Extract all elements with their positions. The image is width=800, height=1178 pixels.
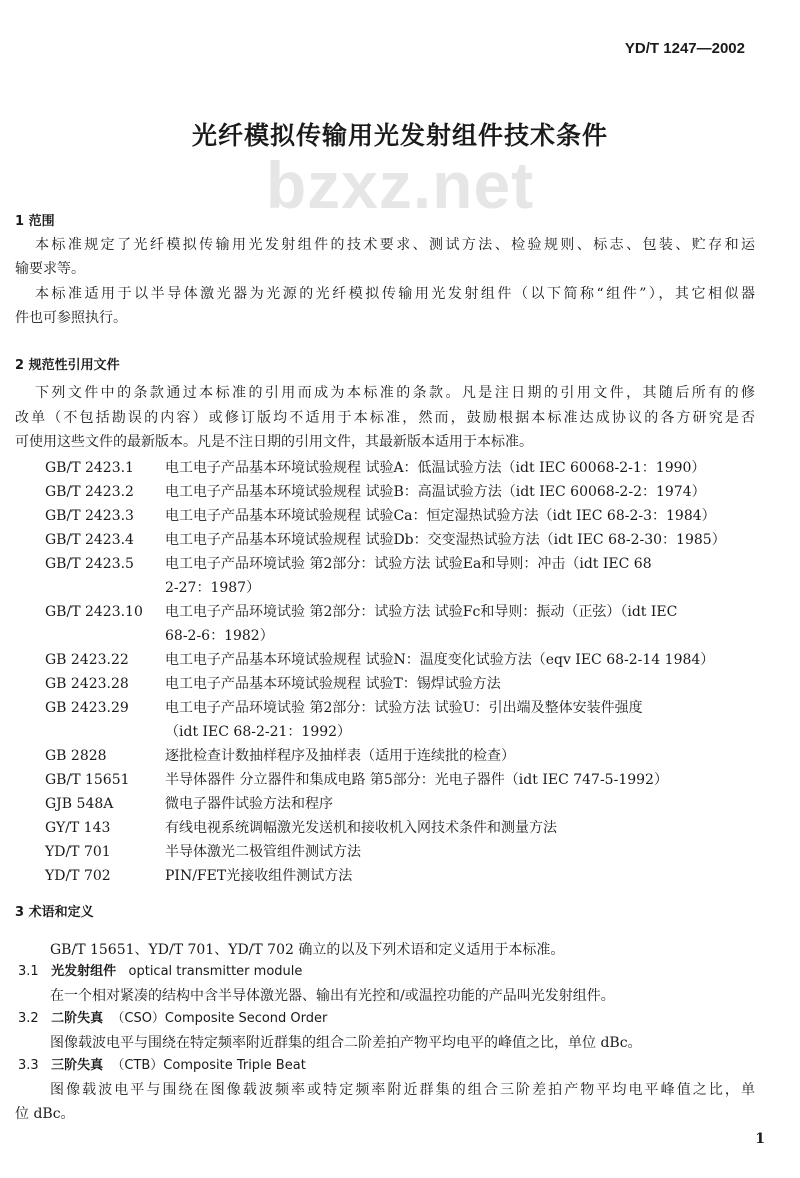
reference-title: 电工电子产品环境试验 第2部分：试验方法 试验U：引出端及整体安装件强度: [165, 700, 643, 716]
reference-title: 68-2-6：1982）: [165, 628, 274, 644]
term-3-1: [18, 963, 302, 981]
term-3-3: [18, 1057, 306, 1075]
reference-title: 半导体器件 分立器件和集成电路 第5部分：光电子器件（idt IEC 747-5-1992）: [165, 772, 668, 788]
section-3-intro: GB/T 15651、YD/T 701、YD/T 702 确立的以及下列术语和定义适用于本标准。: [50, 942, 565, 958]
reference-title: 2-27：1987）: [165, 580, 261, 596]
reference-code: GB 2828: [45, 748, 107, 764]
reference-code: YD/T 702: [45, 868, 111, 884]
page-number: 1: [755, 1131, 765, 1147]
term-number: 3.1: [18, 964, 39, 979]
term-definition: 图像载波电平与围绕在图像载波频率或特定频率附近群集的组合三阶差拍产物平均电平峰值之比，单: [50, 1082, 755, 1098]
reference-code: GB/T 2423.1: [45, 460, 134, 476]
reference-title: 电工电子产品基本环境试验规程 试验Ca：恒定湿热试验方法（idt IEC 68-2-3：1984）: [165, 508, 716, 524]
term-english: （CSO）Composite Second Order: [111, 1011, 328, 1026]
reference-title: 电工电子产品基本环境试验规程 试验A：低温试验方法（idt IEC 60068-2-1：1990）: [165, 460, 706, 476]
section-2-heading: 2 规范性引用文件: [15, 358, 120, 373]
paragraph-line: 件也可参照执行。: [15, 310, 127, 326]
term-number: 3.2: [18, 1011, 39, 1026]
reference-title: （idt IEC 68-2-21：1992）: [165, 724, 352, 740]
reference-code: GJB 548A: [45, 796, 114, 812]
reference-title: 微电子器件试验方法和程序: [165, 796, 333, 812]
reference-code: GB/T 2423.5: [45, 556, 134, 572]
reference-code: GB/T 2423.10: [45, 604, 143, 620]
term-english: （CTB）Composite Triple Beat: [111, 1058, 306, 1073]
term-chinese: 二阶失真: [51, 1011, 104, 1026]
reference-code: GB 2423.29: [45, 700, 129, 716]
paragraph-line: 本标准规定了光纤模拟传输用光发射组件的技术要求、测试方法、检验规则、标志、包装、贮存和运: [35, 237, 755, 253]
paragraph-line: 改单（不包括勘误的内容）或修订版均不适用于本标准，然而，鼓励根据本标准达成协议的各方研究是否: [15, 410, 755, 426]
term-definition: 在一个相对紧凑的结构中含半导体激光器、输出有光控和/或温控功能的产品叫光发射组件。: [50, 988, 615, 1004]
reference-title: 电工电子产品环境试验 第2部分：试验方法 试验Ea和导则：冲击（idt IEC 68: [165, 556, 652, 572]
reference-title: 电工电子产品基本环境试验规程 试验T：锡焊试验方法: [165, 676, 501, 692]
term-definition: 图像载波电平与围绕在特定频率附近群集的组合二阶差拍产物平均电平的峰值之比，单位 dBc。: [50, 1035, 642, 1051]
reference-code: GB/T 2423.4: [45, 532, 134, 548]
term-english: optical transmitter module: [128, 964, 303, 979]
term-chinese: 三阶失真: [51, 1058, 104, 1073]
reference-title: 电工电子产品基本环境试验规程 试验Db：交变湿热试验方法（idt IEC 68-2-30：1985）: [165, 532, 726, 548]
watermark: bzxz.net: [265, 148, 535, 222]
paragraph-line: 下列文件中的条款通过本标准的引用而成为本标准的条款。凡是注日期的引用文件，其随后所有的修: [35, 385, 755, 401]
reference-code: YD/T 701: [45, 844, 111, 860]
paragraph-line: 可使用这些文件的最新版本。凡是不注日期的引用文件，其最新版本适用于本标准。: [15, 434, 533, 450]
term-chinese: 光发射组件: [51, 964, 117, 979]
section-3-heading: 3 术语和定义: [15, 905, 94, 920]
reference-title: 半导体激光二极管组件测试方法: [165, 844, 361, 860]
reference-code: GB/T 2423.2: [45, 484, 134, 500]
reference-code: GB/T 2423.3: [45, 508, 134, 524]
reference-title: 电工电子产品基本环境试验规程 试验N：温度变化试验方法（eqv IEC 68-2-14 1984）: [165, 652, 715, 668]
reference-title: PIN/FET光接收组件测试方法: [165, 868, 353, 884]
term-3-2: [18, 1010, 327, 1028]
paragraph-line: 输要求等。: [15, 261, 85, 277]
reference-code: GY/T 143: [45, 820, 111, 836]
section-1-heading: 1 范围: [15, 214, 55, 229]
reference-title: 逐批检查计数抽样程序及抽样表（适用于连续批的检查）: [165, 748, 515, 764]
term-number: 3.3: [18, 1058, 39, 1073]
term-definition: 位 dBc。: [15, 1106, 75, 1122]
document-title: 光纤模拟传输用光发射组件技术条件: [191, 121, 608, 150]
paragraph-line: 本标准适用于以半导体激光器为光源的光纤模拟传输用光发射组件（以下简称“组件”），其它相似器: [35, 286, 755, 302]
reference-title: 电工电子产品基本环境试验规程 试验B：高温试验方法（idt IEC 60068-2-2：1974）: [165, 484, 706, 500]
standard-number: YD/T 1247—2002: [624, 40, 745, 57]
reference-code: GB 2423.22: [45, 652, 129, 668]
reference-title: 有线电视系统调幅激光发送机和接收机入网技术条件和测量方法: [165, 820, 557, 836]
reference-title: 电工电子产品环境试验 第2部分：试验方法 试验Fc和导则：振动（正弦）（idt IEC: [165, 604, 678, 620]
reference-code: GB 2423.28: [45, 676, 129, 692]
reference-code: GB/T 15651: [45, 772, 130, 788]
